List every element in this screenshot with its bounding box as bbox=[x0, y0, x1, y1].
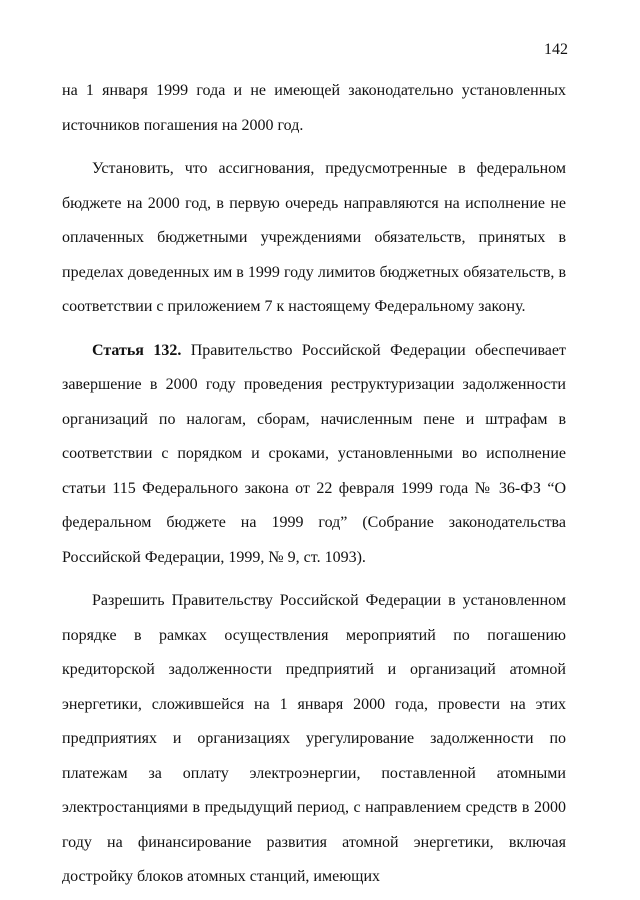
article-text: Правительство Российской Федерации обеспечивает завершение в 2000 году проведения реструктуризации задолженности организаций по налогам, сборам, начисленным пене и штрафам в соответствии с порядком и сроками, установленными во исполнение статьи 115 Федерального закона от 22 февраля 1999 года № 36-ФЗ “О федеральном бюджете на 1999 год” (Собрание законодательства Российской Федерации, 1999, № 9, ст. 1093). bbox=[62, 341, 566, 566]
paragraph-appropriations: Установить, что ассигнования, предусмотренные в федеральном бюджете на 2000 год, в первую очередь направляются на исполнение не оплаченных бюджетными учреждениями обязательств, принятых в пределах доведенных им в 1999 году лимитов бюджетных обязательств, в соответствии с приложением 7 к настоящему Федеральному закону. bbox=[62, 160, 566, 315]
page-number: 142 bbox=[544, 41, 568, 58]
paragraph-article-132 bbox=[62, 334, 566, 576]
document-body bbox=[62, 74, 566, 895]
paragraph-nuclear-energy: Разрешить Правительству Российской Федерации в установленном порядке в рамках осуществления мероприятий по погашению кредиторской задолженности предприятий и организаций атомной энергетики, сложившейся на 1 января 2000 года, провести на этих предприятиях и организациях урегулирование задолженности по платежам за оплату электроэнергии, поставленной атомными электростанциями в предыдущий период, с направлением средств в 2000 году на финансирование развития атомной энергетики, включая достройку блоков атомных станций, имеющих bbox=[62, 592, 566, 885]
article-label: Статья 132. bbox=[92, 341, 182, 359]
paragraph-continuation: на 1 января 1999 года и не имеющей законодательно установленных источников погашения на 2000 год. bbox=[62, 82, 566, 134]
